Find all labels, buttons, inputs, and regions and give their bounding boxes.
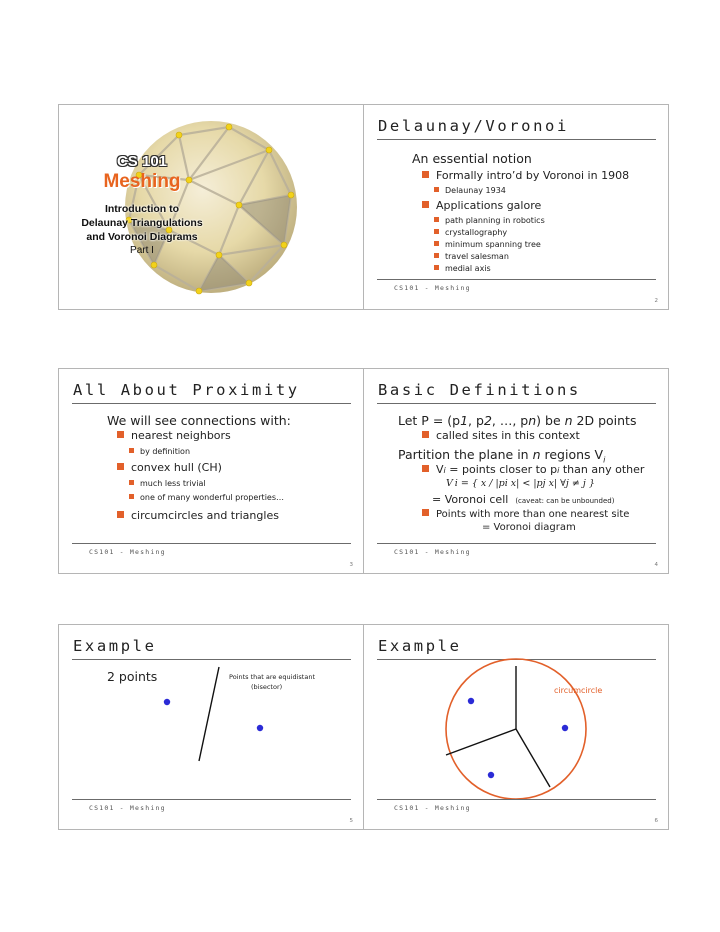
title-rule bbox=[377, 403, 656, 404]
slide-6-example-circumcircle bbox=[363, 624, 669, 830]
slide-3-proximity bbox=[58, 368, 364, 574]
slide-4-definitions bbox=[363, 368, 669, 574]
page-number: 3 bbox=[349, 562, 353, 568]
bullet-l3: crystallography bbox=[434, 228, 507, 237]
bullet-l3: path planning in robotics bbox=[434, 216, 545, 225]
bullet-square-icon bbox=[422, 465, 429, 472]
bullet-square-icon bbox=[422, 509, 429, 516]
bullet-l2: Formally intro’d by Voronoi in 1908 bbox=[422, 169, 629, 182]
site-point bbox=[488, 772, 494, 778]
page-number: 5 bbox=[349, 818, 353, 824]
bullet-square-icon bbox=[434, 241, 439, 246]
footer-rule bbox=[72, 543, 351, 544]
bullet-l3: minimum spanning tree bbox=[434, 240, 541, 249]
slide-5-example-two-points bbox=[58, 624, 364, 830]
slide-footer: CS101 - Meshing bbox=[394, 804, 471, 812]
slide-1-title bbox=[58, 104, 364, 310]
course-title: Meshing bbox=[103, 171, 181, 192]
slide-title: Basic Definitions bbox=[378, 381, 581, 399]
bullet-l3: Delaunay 1934 bbox=[434, 186, 506, 195]
slide-footer: CS101 - Meshing bbox=[89, 548, 166, 556]
bullet-l2: called sites in this context bbox=[422, 429, 580, 442]
bullet-l3: by definition bbox=[129, 447, 190, 456]
footer-rule bbox=[72, 799, 351, 800]
voronoi-cell-formula: V i = { x / |pi x| < |pj x| ∀j ≠ j } bbox=[446, 478, 595, 489]
bullet-square-icon bbox=[129, 494, 134, 499]
bullet-square-icon bbox=[117, 511, 124, 518]
slide-title: Delaunay/Voronoi bbox=[378, 117, 569, 135]
page-number: 4 bbox=[654, 562, 658, 568]
bullet-square-icon bbox=[117, 431, 124, 438]
voronoi-cell-label: = Voronoi cell (caveat: can be unbounded) bbox=[432, 493, 615, 506]
subtitle-line-2: Delaunay Triangulations bbox=[81, 217, 203, 229]
bullet-square-icon bbox=[434, 187, 439, 192]
bullet-l2: Applications galore bbox=[422, 199, 541, 212]
circumcircle-label: circumcircle bbox=[554, 686, 603, 695]
bullet-square-icon bbox=[129, 480, 134, 485]
example-label: 2 points bbox=[107, 669, 158, 684]
voronoi-edge bbox=[516, 729, 550, 787]
footer-rule bbox=[377, 799, 656, 800]
two-point-figure bbox=[59, 625, 365, 831]
bullet-l3: one of many wonderful properties… bbox=[129, 493, 284, 502]
bullet-l3: much less trivial bbox=[129, 479, 206, 488]
part-label: Part I bbox=[130, 245, 154, 256]
bullet-square-icon bbox=[434, 253, 439, 258]
slide-footer: CS101 - Meshing bbox=[394, 548, 471, 556]
bullet-l1: We will see connections with: bbox=[107, 413, 291, 428]
slide-footer: CS101 - Meshing bbox=[89, 804, 166, 812]
slide-title: Example bbox=[73, 637, 157, 655]
voronoi-diagram-label: = Voronoi diagram bbox=[482, 522, 576, 533]
bullet-square-icon bbox=[434, 265, 439, 270]
site-point bbox=[562, 725, 568, 731]
site-point bbox=[164, 699, 170, 705]
bullet-l1: Let P = (p1, p2, …, pn) be n 2D points bbox=[398, 413, 637, 428]
site-point bbox=[257, 725, 263, 731]
bullet-l2: Points with more than one nearest site bbox=[422, 509, 629, 520]
bullet-square-icon bbox=[434, 217, 439, 222]
title-rule bbox=[377, 139, 656, 140]
bullet-l1: Partition the plane in n regions $V_i$ bbox=[398, 447, 606, 465]
footer-rule bbox=[377, 543, 656, 544]
subtitle-line-1: Introduction to bbox=[104, 203, 180, 215]
site-point bbox=[468, 698, 474, 704]
bullet-square-icon bbox=[422, 201, 429, 208]
bisector-annotation-2: (bisector) bbox=[251, 683, 283, 691]
circumcircle-figure bbox=[364, 625, 670, 831]
voronoi-edge bbox=[446, 729, 516, 755]
bullet-l3: medial axis bbox=[434, 264, 491, 273]
slide-title: Example bbox=[378, 637, 462, 655]
bullet-square-icon bbox=[434, 229, 439, 234]
bisector-line bbox=[199, 667, 219, 761]
bullet-l2: circumcircles and triangles bbox=[117, 509, 279, 522]
course-code: CS 101 bbox=[116, 153, 168, 170]
bullet-l2: Vi = points closer to pi than any other bbox=[422, 463, 644, 476]
bisector-annotation: Points that are equidistant bbox=[229, 673, 316, 681]
bullet-square-icon bbox=[422, 171, 429, 178]
bullet-square-icon bbox=[117, 463, 124, 470]
subtitle-line-3: and Voronoi Diagrams bbox=[86, 231, 198, 243]
page-number: 2 bbox=[654, 298, 658, 304]
bullet-square-icon bbox=[129, 448, 134, 453]
bullet-square-icon bbox=[422, 431, 429, 438]
bullet-l3: travel salesman bbox=[434, 252, 509, 261]
title-rule bbox=[72, 403, 351, 404]
bullet-l2: nearest neighbors bbox=[117, 429, 231, 442]
slide-footer: CS101 - Meshing bbox=[394, 284, 471, 292]
footer-rule bbox=[377, 279, 656, 280]
slide-title: All About Proximity bbox=[73, 381, 300, 399]
page-number: 6 bbox=[654, 818, 658, 824]
bullet-l1: An essential notion bbox=[412, 151, 532, 166]
slide-2-delaunay-voronoi bbox=[363, 104, 669, 310]
bullet-l2: convex hull (CH) bbox=[117, 461, 222, 474]
